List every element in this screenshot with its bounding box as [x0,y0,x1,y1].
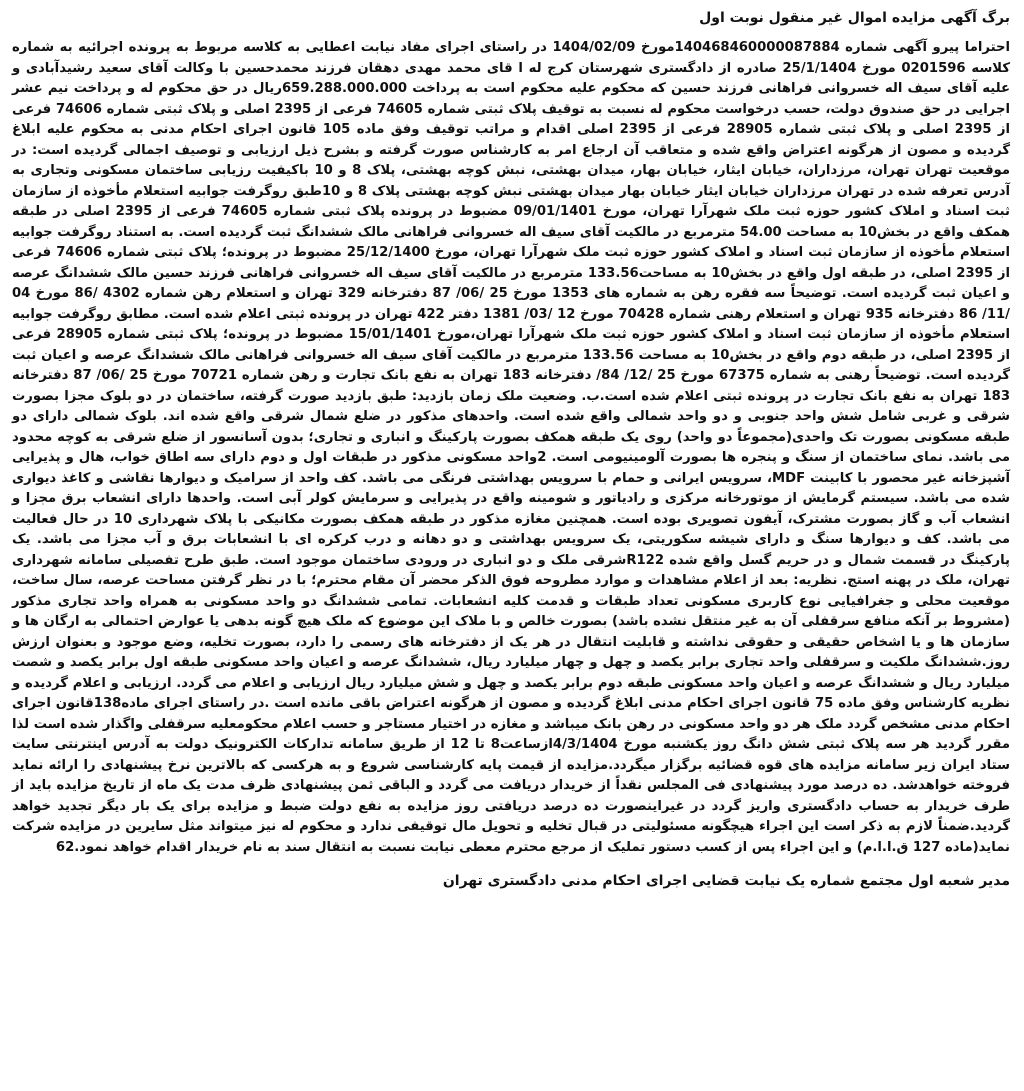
notice-signature: مدیر شعبه اول مجتمع شماره یک نیابت قضایی اجرای احکام مدنی دادگستری تهران [442,873,1010,889]
notice-body: احتراما پیرو آگهی شماره 140468460000087884مورخ 1404/02/09 در راستای اجرای مفاد نیابت اعطایی به کلاسه مربوط به پرونده اجرائیه به شماره کلاسه 0201596 مورخ 25/1/1404 صادره از دادگستری شهرستان کرج له ا قای محمد مهدی دهقان فرزند محمدحسین با وکالت آقای سعید رشیدآبادی و علیه آقای سیف اله خسروانی فراهانی فرزند حسین که محکوم علیه محکوم است به پرداخت 659.288.000.000ریال در حق محکوم له و پرداخت نیم عشر اجرایی در حق صندوق دولت، حسب درخواست محکوم له نسبت به توقیف پلاک ثبتی شماره 74605 فرعی از 2395 اصلی و پلاک ثبتی شماره 74606 فرعی از 2395 اصلی و پلاک ثبتی شماره 28905 فرعی از 2395 اصلی اقدام و مراتب توقیف وفق ماده 105 قانون اجرای احکام مدنی به محکوم علیه ابلاغ گردیده و مصون از هرگونه اعتراض واقع شده و متعاقب آن ارجاع امر به کارشناس صورت گرفته و بشرح ذیل ارزیابی و توصیف اجمالی گردیده است: در موقعیت تهران تهران، مرزداران، خیابان ایثار، خیابان بهار، میدان بهشتی، نبش کوچه بهشتی، پلاک 8 و 10 باکیفیت رزیابی ساختمان مسکونی وتجاری به آدرس تعرفه شده در تهران مرزداران خیابان ایثار خیابان بهار میدان بهشتی نبش کوچه بهشتی پلاک 8 و 10طبق روگرفت جوابیه استعلام مأخوذه از سازمان ثبت اسناد و املاک کشور حوزه ثبت ملک شهرآرا تهران، مورخ 09/01/1401 مضبوط در پرونده پلاک ثبتی شماره 74605 فرعی از 2395 اصلی در طبقه همکف واقع در بخش10 به مساحت 54.00 مترمربع در مالکیت آقای سیف اله خسروانی فراهانی مالک ششدانگ ثبت گردیده است. به استناد روگرفت جوابیه استعلام مأخوذه از سازمان ثبت اسناد و املاک کشور حوزه ثبت ملک شهرآرا تهران، مورخ 25/12/1400 مضبوط در پرونده؛ پلاک ثبتی شماره 74606 فرعی از 2395 اصلی، در طبقه اول واقع در بخش10 به مساحت133.56 مترمربع در مالکیت آقای سیف اله خسروانی فراهانی فرزند حسین مالک ششدانگ عرصه و اعیان ثبت گردیده است. توضیحاً سه فقره رهن به شماره های 1353 مورخ 25 /06/ 87 دفترخانه 329 تهران و استعلام رهن شماره 4302 /86 مورخ 04 /11/ 86 دفترخانه 935 تهران و استعلام رهنی شماره 70428 مورخ 12 /03/ 1381 دفتر 422 تهران در پرونده ثبتی اعلام شده است. مطابق روگرفت جوابیه استعلام مأخوذه از سازمان ثبت اسناد و املاک کشور حوزه ثبت ملک شهرآرا تهران،مورخ 15/01/1401 مضبوط در پرونده؛ پلاک ثبتی شماره 28905 فرعی از 2395 اصلی، در طبقه دوم واقع در بخش10 به مساحت 133.56 مترمربع در مالکیت آقای سیف اله خسروانی فراهانی مالک ششدانگ عرصه و اعیان ثبت گردیده است. توضیحاً رهنی به شماره 67375 مورخ 25 /12/ 84/ دفترخانه 183 تهران به نفع بانک تجارت و رهن شماره 70721 مورخ 25 /06/ 87 دفترخانه 183 تهران به نفع بانک تجارت در پرونده ثبتی اعلام شده است.ب. وضعیت ملک زمان بازدید: طبق بازدید صورت گرفته، ساختمان در دو بلوک مجزا بصورت شرقی و غربی شامل شش واحد جنوبی و دو واحد شمالی واقع شده است. واحدهای مذکور در ضلع شمال شرقی واقع شده اند. بلوک شمالی دارای دو طبقه مسکونی بصورت تک واحدی(مجموعاً دو واحد) روی یک طبقه همکف بصورت پارکینگ و انباری و تجاری؛ بدون آسانسور از ضلع شرقی به کوچه محدود می باشد. نمای ساختمان از سنگ و پنجره ها بصورت آلومینیومی است. 2واحد مسکونی مذکور در طبقات اول و دوم دارای سه اطاق خواب، هال و پذیرایی آشپزخانه غیر محصور با کابینت MDF، سرویس ایرانی و حمام با سرویس بهداشتی فرنگی می باشد. کف واحد از سرامیک و دیوارها نقاشی و کاغذ دیواری شده می باشد. سیستم گرمایش از موتورخانه مرکزی و رادیاتور و شومینه واقع در پذیرایی و سرمایش کولر آبی است. واحدها دارای انشعاب برق مجزا و انشعاب آب و گاز بصورت مشترک، آیفون تصویری بوده است. همچنین مغازه مذکور در طبقه همکف بصورت مکانیکی با پلاک شهرداری 10 در حال فعالیت می باشد. کف و دیوارها سنگ و دارای شیشه سکوریتی، یک سرویس بهداشتی و دو دهانه و درب کرکره ای با انشعابات برق و آب مجزا می باشد. یک پارکینگ در قسمت شمال و در حریم گسل واقع شده R122شرقی ملک و دو انباری در ورودی ساختمان موجود است. طبق طرح تفصیلی سامانه شهرداری تهران، ملک در پهنه استج. نظریه: بعد از اعلام مشاهدات و موارد مطروحه فوق الذکر محضر آن مقام محترم؛ با در نظر گرفتن مساحت عرصه، سال ساخت، موقعیت محلی و جغرافیایی نوع کاربری مسکونی تعداد طبقات و قدمت کلیه انشعابات. تمامی ششدانگ دو واحد مسکونی به همراه واحد تجاری مذکور (مشروط بر آنکه منافع سرقفلی آن به غیر منتقل نشده باشد) بصورت خالص و با ملاک این موضوع که ملک هیچ گونه بدهی یا عوارض احتمالی به ارگان ها و سازمان ها و یا اشخاص حقیقی و حقوقی نداشته و قابلیت انتقال در هر یک از دفترخانه های رسمی را دارد، بصورت تخلیه، وضع موجود و بعنوان ارزش روز.ششدانگ ملکیت و سرقفلی واحد تجاری برابر یکصد و چهل و چهار میلیارد ریال، ششدانگ عرصه و اعیان واحد مسکونی طبقه اول برابر یکصد و شصت میلیارد ریال و ششدانگ عرصه و اعیان واحد مسکونی طبقه دوم برابر یکصد و چهل و شش میلیارد ریال ارزیابی و اعلام می گردد. ارزیابی و اعلام گردیده و نظریه کارشناس وفق ماده 75 قانون اجرای احکام مدنی ابلاغ گردیده و مصون از هرگونه اعتراض باقی مانده است .در راستای اجرای ماده138قانون اجرای احکام مدنی مشخص گردد ملک هر دو واحد مسکونی در رهن بانک میباشد و مغازه در اختیار مستاجر و حسب اعلام محکومعلیه سرقفلی واگذار شده است لذا مقرر گردید هر سه پلاک ثبتی شش دانگ روز یکشنبه مورخ 4/3/1404ازساعت8 تا 12 از طریق سامانه تدارکات الکترونیک دولت به آدرس اینترنتی سایت ستاد ایران زیر سامانه مزایده های قوه قضائیه برگزار میگردد.مزایده از قیمت پایه کارشناسی شروع و به هرکسی که بالاترین نرخ پیشنهادی را ارائه نماید فروخته خواهدشد. ده درصد مورد پیشنهادی فی المجلس نقداً از خریدار دریافت می گردد و الباقی ثمن پیشنهادی ظرف مدت یک ماه از تاریخ مزایده باید از طرف خریدار به حساب دادگستری واریز گردد در غیراینصورت ده درصد دریافتی روز مزایده به نفع دولت ضبط و مزایده برای یک بار دیگر تجدید خواهد گردید.ضمناً لازم به ذکر است این اجراء هیچگونه مسئولیتی در قبال تخلیه و تحویل مال توقیفی ندارد و محکوم له نیز میتواند مثل سایرین در مزایده شرکت نماید(ماده 127 ق.ا.ا.م) و این اجراء پس از کسب دستور تملیک از مرجع محترم معطی نیابت نسبت به انتقال سند به نام خریدار اقدام خواهد نمود.62 [12,40,1011,855]
notice-title: برگ آگهی مزایده اموال غیر منقول نوبت اول [699,10,1010,26]
